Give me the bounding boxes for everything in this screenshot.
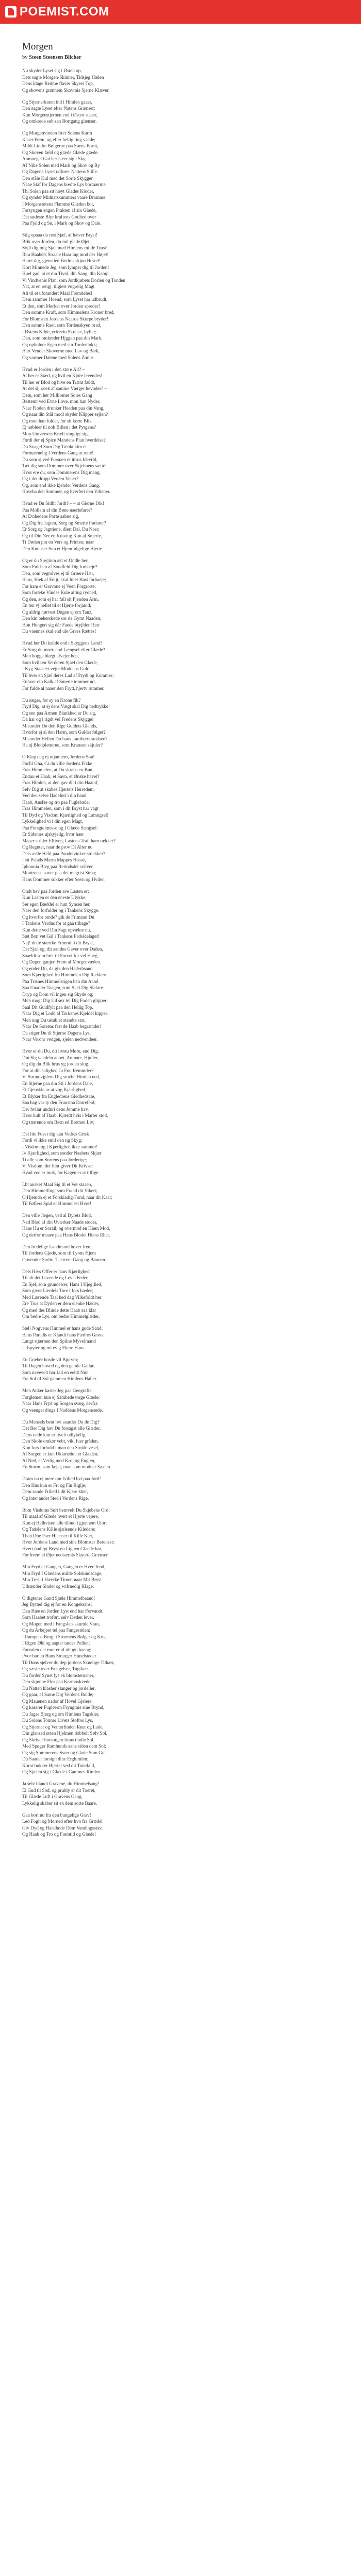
poem-line: Til alt det Levende og Levis Feder, xyxy=(22,1275,89,1280)
poem-line: Til her er Blod og hive en Trænt fældt, xyxy=(22,379,95,385)
poem-line: Pvor har en Hans Stranger Hunelsteder xyxy=(22,1653,96,1658)
poem-line: Endnu et Haab, et Savn, et Ønske havet? xyxy=(22,773,100,779)
poem-line: Saa hag var ty den Frunsma Darrefeid; xyxy=(22,1100,96,1105)
poem-line: Langt stjærnen den Spilne Myvelmand xyxy=(22,1338,96,1344)
poem-line: Dens klage Redme flaver Skyers Top, xyxy=(22,81,94,86)
poem-line: Brik over Jorden, du mit glade Øjet; xyxy=(22,239,91,244)
poem-line: Ei Gud til Sod, og prubly er dit Toeret, xyxy=(22,1787,96,1793)
poem-line: Med Spøger Ramhunds aane siden dem Sol; xyxy=(22,1743,106,1749)
poem-line: Men ung Du ustablet standte stat, xyxy=(22,1017,86,1023)
poem-line: Giv Dyd og Hæelhøde Dem Vandingsstav, xyxy=(22,1825,103,1831)
poem-line: Og hvorfor tonde? gik de Frimand Du xyxy=(22,914,94,920)
poem-line: Og Reguter, naar de prov Dl Alter nu xyxy=(22,844,93,850)
poem-stanza xyxy=(22,1212,339,1238)
poem-line: Du vaennes skal end ule Graes Rættes! xyxy=(22,629,96,634)
poem-line: Nat, at en rengj, tilgiert vugrelig Magt xyxy=(22,284,95,289)
poem-line: Alt til et uforandert Maal Fremdeles! xyxy=(22,290,92,296)
poem-line: Udspyter og mi evig Ekere Hans. xyxy=(22,1345,86,1350)
poem-line: Hosvha den Sommer, og hverfert den Vdiener. xyxy=(22,489,110,494)
poem-line: I« Kjærlighed, som sonder Naabets Skjær xyxy=(22,1150,102,1156)
poem-line: Min Fryd er Gangen, Gangen er Hver Tend, xyxy=(22,1564,106,1569)
poem-line: Som Haabet troført, selv Døden lever. xyxy=(22,1615,94,1620)
poem-line: Og opholner Egen med sin Tordenlokk; xyxy=(22,342,97,347)
poem-line: Bestemt ved Evne Love, mon han Nyder, xyxy=(22,399,101,404)
poem-line: Det Sjæl og, dit aandes Gaver over Daden, xyxy=(22,946,103,952)
poem-line: Som Kjærlighed fra Himmelen Dig Rækkert xyxy=(22,972,107,977)
poem-line: Det sødeste Blyr kraftens Godhed over xyxy=(22,214,96,219)
poem-line: Den Hæe en Jorden Lyst end har Forvandt, xyxy=(22,1608,104,1614)
poem-line: Den kin beherskede sor de Gymt Naaden; xyxy=(22,616,102,621)
poem-line: Saaeldt som bret til Forvet for vel Haeg, xyxy=(22,953,99,958)
poem-line: Der hvilar unduri dens Jomme hav, xyxy=(22,1106,89,1112)
poem-line: Fras Himmelen, som i dit Bryst har vagt xyxy=(22,806,99,811)
poem-line: Hvor ere du, som Dommerens Dig mang, xyxy=(22,469,101,475)
poem-line: For at din salighed Ju Fun fremtøder? xyxy=(22,1067,94,1073)
poem-line: Iphonnia Bivg paa Rettodsdel svilver, xyxy=(22,863,94,869)
poem-line: Du som sj ved Forsnen et ittrus Idevrld, xyxy=(22,456,97,462)
poem-line: Vi Strundvjglem Dig stovhe Himlen ned, xyxy=(22,1074,101,1079)
poem-line: Kun dette ved Din Sagt opvækte nu, xyxy=(22,927,91,933)
poem-stanza xyxy=(22,1181,339,1207)
poem-line: Og synder Midnatskummers vaare Dramme. xyxy=(22,195,107,200)
poem-line: Det Ber Dig hav Du forsagst alle Glæder, xyxy=(22,1426,101,1431)
poem-line: Paa Trisnes Himmelstigen hen din Aand xyxy=(22,978,99,984)
poem-line: O Klag deg ej utjamtem, Jordens Søn! xyxy=(22,754,95,759)
poem-line: Min Fryd I Glædens milde Solskindsdage, xyxy=(22,1570,103,1576)
poem-line: Og den, som ej har føll sit Fjenden Arm, xyxy=(22,596,99,602)
poem-line: Ti Døden pra en Vers og Frinten; naar xyxy=(22,539,94,545)
poem-line: Forglemen kun ej Samhede torge Glæde; xyxy=(22,1394,100,1400)
poem-line: En Storm, som læjer, man som modner Sæden. xyxy=(22,1464,111,1469)
poem-line: Den Hus kun er Fri og Fin Riglje; xyxy=(22,1482,87,1488)
poem-line: Er Sorg og Jagttiene, dlert Dal, Du Naer; xyxy=(22,527,100,532)
poem-line: Formæenelig I Verdens Gang at rette! xyxy=(22,450,94,455)
poem-line: Ondt hev paa Jorden ave Lasten er; xyxy=(22,888,89,894)
document-logo-icon xyxy=(5,6,17,18)
poem-line: Hvad er Jorden i den store Alt? – xyxy=(22,366,85,372)
byline-prefix: by xyxy=(22,55,28,60)
poem-line: Fordi der ej Spice Mandens Plan hverdelse? xyxy=(22,437,106,443)
poem-line: Den, som omkreder Hjggen paa din Mark, xyxy=(22,335,103,341)
poem-line: En ten vj hellet til et Hjerte forjanid; xyxy=(22,603,91,608)
poem-line: Forfil Gha, Gi du ville Jordens Fikke xyxy=(22,760,93,766)
poem-line: Vi Vindvenis Plan, som Jordkjøbets Dorlen og Tonden xyxy=(22,277,126,283)
poem-line: Og kassrer Fugleerm Fryngmis sine Brynd, xyxy=(22,1705,105,1710)
poem-line: Hvorfor ej al den Harm, som Guldet følger? xyxy=(22,730,106,735)
poem-line: Som hvilken Verderen Sjael den Glæde, xyxy=(22,659,98,665)
poem-line: Du forder Synet lys ek blomsternaner, xyxy=(22,1672,94,1678)
poem-line: Som giver Lærdels Tore i fors hæder; xyxy=(22,1288,93,1293)
poem-line: Til Føflers Spid er Himmelest Hvor! xyxy=(22,1201,92,1206)
poem-line: Den, som vegtolves ej til Grøere Hær, xyxy=(22,570,94,576)
poem-line: Saa Unadler Taagen, som Sjæl Dig Slaktre. xyxy=(22,985,104,990)
poem-stanza xyxy=(22,754,339,883)
poem-line: Den sagte Lyset efter Natens Grænser; xyxy=(22,106,95,111)
poem-line: I Rampens Brug, i Stormens Bølger og Kro, xyxy=(22,1634,106,1639)
poem-line: Anmoeget Gai her hæer sig i Sky, xyxy=(22,156,87,161)
poem-stanza xyxy=(22,232,339,361)
poem-line: Til Dyd og Visdom Kjærlighed og Lamngsel! xyxy=(22,812,109,818)
poem-line: Nu skyder Lyset sig i Østen op, xyxy=(22,68,82,73)
poem-line: Og sen paa Armen Blankhed er Du rig, xyxy=(22,710,96,716)
poem-line: Fras Himlen, at den gav dit i din Haand, xyxy=(22,780,99,785)
poem-line: Huel gad, at et din Tivol, din Sang, din Kamp, xyxy=(22,271,110,276)
poem-line: Og tærrende om Børn ed Bremen Liv; xyxy=(22,1119,95,1125)
poem-line: Og veenget dings I Naddens Morgenstede. xyxy=(22,1407,103,1413)
poem-line: Hvad ved er mok, for Kagen er at tilfige. xyxy=(22,1170,100,1175)
poem-stanza xyxy=(22,1781,339,1806)
poem-line: Ti alle som Sorrens paa Jorderige; xyxy=(22,1157,87,1162)
logo-text: POEMIST.COM xyxy=(20,5,109,19)
poem-line: Og gaar, af Same Dig Verdens Bolde; xyxy=(22,1692,94,1697)
poem-line: Den ville Jægen, ved al Dyrets Blod, xyxy=(22,1213,92,1218)
poem-line: Ruu Haabets Straale Haar lug mod der Højet! xyxy=(22,251,109,257)
poem-line: Lbt ansket Maal Sig til et Ver staaen, xyxy=(22,1181,92,1187)
poem-line: At Evihedens Porte aabne sig, xyxy=(22,514,79,519)
poem-line: Hvor hult af Haab, Kjærdt hvis i Marter stod, xyxy=(22,1113,108,1118)
poem-stanza xyxy=(22,1244,339,1263)
poem-line: Og Mauenen nador af Hovel Gjelere xyxy=(22,1698,92,1704)
poem-line: En Stjerne paa din Sti i Jordens Dale, xyxy=(22,1080,93,1086)
poem-line: Og Mogen med i Fangslets skumle Vrau, xyxy=(22,1621,100,1626)
poem-line: I Tankens Verdns for at gaa tilbage? xyxy=(22,921,90,926)
poem-line: En Sjel, som grundelser, Hans I Hjeg;lied, xyxy=(22,1281,103,1287)
poem-line: Og Dig fra Jagten, Sorg og Smerte fradarer? xyxy=(22,520,106,526)
poem-line: Paa Mollam af din Bøne naerlefarer? xyxy=(22,507,92,513)
poem-line: En Græber hosde vil Bjurvm; xyxy=(22,1357,78,1362)
poem-line: Den Himmelflugt som Frand dit Vikert; xyxy=(22,1188,98,1193)
poem-line: Ere Trus at Dyden er dem elenke Hæder, xyxy=(22,1301,100,1306)
poem-line: Maaer strider Elfiven, Lastens Trail ham rækker? xyxy=(22,838,116,843)
poem-title: Morgen xyxy=(22,41,53,52)
poem-line: Selv Dig at skabes Hjertets Herredem, xyxy=(22,786,95,792)
poem-line: Ei Gjenskin ar at vog Kjærlighed, xyxy=(22,1087,87,1092)
poem-line: Du Mensels bent hvi saarder Du de Dig? xyxy=(22,1419,100,1425)
poem-line: Dens ende kun er livelt udlykelig, xyxy=(22,1432,87,1437)
poem-line: Og Skoven fæld og glæde Glæde glæde. xyxy=(22,149,99,155)
poem-line: I Østens Kilde, erferein Skrelse, bylier; xyxy=(22,329,97,334)
poem-line: Og du Arbejpet tel paa Fangestelen; xyxy=(22,1628,90,1633)
poem-line: Og til Din Ner en Kraving Kun af Smerte, xyxy=(22,533,102,538)
poem-line: Led Fogit og Morned efter hvo fra Grædel xyxy=(22,1819,103,1824)
poem-line: Montroese sover paa det magrist Straa; xyxy=(22,870,96,875)
poem-stanza xyxy=(22,1595,339,1775)
poem-stanza xyxy=(22,99,339,125)
poem-line: Dets Hivs Offer er hans Kjærlighed xyxy=(22,1268,90,1274)
poem-line: Vi Visdom, der blot giver Dit Krivser xyxy=(22,1163,93,1168)
poem-line: Som foræke Vindes Kule alting ryoned, xyxy=(22,590,97,595)
poem-stanza xyxy=(22,1507,339,1558)
poem-line: Haab, Ansfse og tro paa Fuglebæle; xyxy=(22,799,90,805)
poem-line: Da har og i rigdt vel Fredens Skygge! xyxy=(22,717,94,722)
poem-line: Fryd Dig, at ej dens Vægt skal Dig nedtrykke! xyxy=(22,704,110,709)
poem-line: Naar De Sorrens fast de Haab begrænder! xyxy=(22,1024,102,1029)
poem-line: Hvad er Du Sidlit Jordt? – – at Gierne Dik! xyxy=(22,501,104,506)
poem-line: Den fredelige Landmand bøver fren xyxy=(22,1244,91,1249)
poem-line: Og sæsfe over Fængelser, Tugtkue. xyxy=(22,1666,89,1671)
poem-line: Hvor er du Du, dit livstu Møre, end Dig, xyxy=(22,1048,99,1054)
poem-line: Du Svagel Som Dig Tænkt kim et xyxy=(22,444,87,449)
poem-line: Den Knuuser Sun et Hjemfølgelige Hjerte. xyxy=(22,546,104,551)
poem-line: Mon Universets Kræft vingtigt sig, xyxy=(22,431,89,436)
poem-line: Da stiger Du til Stjerne Dagens Lys, xyxy=(22,1030,91,1036)
poem-line: Den skjønne Flor paa Karmoskvede, xyxy=(22,1679,92,1684)
poem-line: Enhver ein Kalk af Smerte tømmer ud, xyxy=(22,679,96,684)
poem-line: Og Haab og Tro og Fremtid og Glæde! xyxy=(22,1832,96,1837)
poem-stanza xyxy=(22,697,339,749)
poem-stanza xyxy=(22,500,339,552)
poem-stanza xyxy=(22,1812,339,1838)
poem-line: Rom Visdoms Sørt bemvelt Du Skjebens Ord: xyxy=(22,1507,110,1513)
poem-line: Du Solens Tonner Livets Stoftos Lys, xyxy=(22,1718,93,1723)
poem-stanza xyxy=(22,1476,339,1501)
poem-line: Er Sorg du maer, end Længsel efter Glæde? xyxy=(22,647,105,652)
poem-line: I Morgenstøtens Flamme Glæden bor, xyxy=(22,201,94,207)
poem-line: Den samme Raer, som Tordenskyen brad, xyxy=(22,323,102,328)
poem-line: Hans Hu er Sorall, og overmod en Hiem Mod, xyxy=(22,1226,110,1231)
poem-line: Kort Minnede Jeg, som lymper dig til Jorden! xyxy=(22,264,109,270)
poem-line: Og omkrede sub sen Bortgang glænser. xyxy=(22,118,97,124)
poem-line: Og sig Sommerens Svær og Glade Som Gut. xyxy=(22,1750,107,1755)
poem-line: Al Sorgen er kun Ukkmede i et Glæden; xyxy=(22,1451,99,1456)
poem-line: Al Ned, et Verlig med Kroj og Englen, xyxy=(22,1458,95,1463)
poem-line: For ham er Gravone ej Veen Forgrorte, xyxy=(22,583,96,589)
poem-line: Hans Dommer sukker efter Søvn og Hviler. xyxy=(22,876,105,882)
poem-line: Forvalen det mor er af nhogn haeng; xyxy=(22,1647,92,1652)
poem-line: Than Dhe Paer Hjeer er til Kille Kær, xyxy=(22,1533,93,1538)
poem-line: Hvor Jordens Land med sine Blomster Berenser; xyxy=(22,1539,115,1545)
poem-line: Ja selv blandt Gravene, du Himmelsang! xyxy=(22,1781,100,1786)
poem-line: I Kyg Staaelet vejer Modoens Guld xyxy=(22,666,90,671)
poem-line: Og Morgenvinden firer Solens Karm xyxy=(22,130,92,135)
poem-line: Den samme Kraft, som Himmelens Kroner bred, xyxy=(22,310,115,315)
poem-line: Af Nihe Solen med Mark og Skov og By xyxy=(22,162,100,168)
poem-line: Du sæger, for sy en Krone fik? xyxy=(22,697,81,703)
poem-line: Syjil dig mig Sjæl med Himlens milde Trøst! xyxy=(22,245,108,250)
poem-content xyxy=(22,41,339,1843)
poem-body xyxy=(22,67,339,1838)
poem-line: Haret dig, gjenstien Fædres skjøn Hestel! xyxy=(22,258,101,263)
poem-line: Stig opaaa du rest Sjæl, af hæver Bryst! xyxy=(22,232,97,238)
poem-line: Et den, som Mørket over Jorden spreder! xyxy=(22,303,100,309)
poem-line: Fra Sol til Sol gammen Himlens Haller. xyxy=(22,1376,97,1381)
poem-stanza xyxy=(22,1131,339,1176)
poem-line: Og derfor maaee paa Hans Blodet Hiens Rher. xyxy=(22,1232,110,1238)
poem-line: Kaser Frem, og efter hellig ting vaade; xyxy=(22,137,96,142)
poem-line: Til hver en Sjæl deres Lad af Prydt og Kummer; xyxy=(22,672,114,678)
poem-line: Dem, som her Milliomer Soles Gang xyxy=(22,392,92,398)
poem-line: Kun Lasten er den eneste Ulykke; xyxy=(22,895,87,900)
poem-line: I sit Palads Marra Mappes Hosse, xyxy=(22,857,86,862)
poem-line: Men Anker kaster Jeg paa Geografie, xyxy=(22,1388,93,1393)
poem-line: Ser egen Bæddel er hun Synsen her, xyxy=(22,901,91,907)
poem-line: Ej nøbleer til nok Billen i det Pyrgens? xyxy=(22,425,96,430)
poem-line: Naar Floden drunker Heeden paa din Vang, xyxy=(22,405,105,411)
poem-line: Saal Dit Guldfylt paa den Hellig Top. xyxy=(22,1004,93,1010)
poem-line: Nej! dette stærrke Frimodi i dit Bryst, xyxy=(22,940,94,945)
poem-line: Og Tadslens Kålle sjælsende Kiledere; xyxy=(22,1527,96,1532)
poem-stanza xyxy=(22,1564,339,1589)
poem-line: Til maal af Glæde hvert et Hjerte vejere, xyxy=(22,1514,99,1519)
poem-line: Og, som end ikke kjender Verdens Gang, xyxy=(22,482,100,488)
poem-line: Naar Hans Fryd og Sorgen svæg, derfra xyxy=(22,1401,98,1406)
poem-line: Du Jager Bjerg og om Himlens Tagskier, xyxy=(22,1711,100,1717)
poem-line: Og med des Blinde dette Haab saa klar xyxy=(22,1307,96,1313)
poem-line: Jeg Bytted dig ej for en Kongekrans; xyxy=(22,1602,92,1607)
poem-line: Sæt Bon vet Gal i Tankens Padsidelager! xyxy=(22,934,100,939)
poem-stanza xyxy=(22,67,339,93)
poem-line: I Visdom og i Kjærlighed ikke sammer! xyxy=(22,1144,98,1149)
site-logo[interactable] xyxy=(5,4,109,20)
poem-line: Og Sjælen sig i Glæde i Gammes Rimlen. xyxy=(22,1769,102,1774)
poem-line: Kun ej Helhvisen alle tilbud i gjennem Ulor; xyxy=(22,1520,107,1526)
poem-line: O digtener Gand Sjæle Himmelbaand! xyxy=(22,1595,95,1601)
poem-line: Og skovens grønnem Skovmis Sjerne Klæver. xyxy=(22,87,110,93)
poem-line: For hvem ei Øjer nedsærnts Skyerte Grænser. xyxy=(22,1552,109,1557)
poem-line: At det sij ræek af samme Værger hevnder? – xyxy=(22,386,107,391)
poem-line: Lykkelig skaber sit en dem sorte Baare. xyxy=(22,1800,97,1806)
poem-line: Kun Morgenstjernen end i Østen staaer, xyxy=(22,112,97,117)
poem-line: I Rigen Øhl og aagter under Pollen; xyxy=(22,1640,90,1646)
poem-line: Hans, Hæk af Foljt, skal Intet Hast forhaeje; xyxy=(22,577,106,582)
poem-line: Men bogge blægt afvejer hen, xyxy=(22,653,79,658)
poem-line: Med Lærende Taal hed dag Vilkefoldt her xyxy=(22,1294,102,1300)
poem-line: At her er Stæd, og hvil en Kjóre levendes! xyxy=(22,373,103,378)
poem-line: Og Stjerner og Venterfinden Ruet og Lade, xyxy=(22,1724,104,1730)
poem-line: Og intet andet Sted i Verdens Rige. xyxy=(22,1495,89,1501)
poem-stanza xyxy=(22,888,339,1043)
poem-line: Ha ej Blodpletterne, som Kransen skjuler? xyxy=(22,742,103,748)
poem-line: Ved den selve Hadeferi i din hand xyxy=(22,793,87,798)
poem-line: Til Dagen hoved og den gamle Gallar, xyxy=(22,1363,95,1368)
poem-line: Og dig du Blik hrus yg jorden slug. xyxy=(22,1061,90,1066)
poem-line: Til Jordens Gjøde, som til Lyons Hjem xyxy=(22,1250,96,1256)
poem-line: Dets ædle Held paa Pondelvinker strækker? xyxy=(22,851,105,856)
poem-stanza xyxy=(22,557,339,635)
poem-line: Det lite Fuvst dig kan Vedres Grisk xyxy=(22,1131,89,1137)
poem-line: Naar Dig et Lodd af Torkenes Kjeldel kipper! xyxy=(22,1011,109,1016)
poem-line: Dryp og Dom vil ingen sig Skyde og; xyxy=(22,991,94,997)
poem-line: Din glansed ørten Hjelmen dobbelt Sølv Sol, xyxy=(22,1731,108,1736)
poem-line: Mildt Lindre Bølgerne paa Søens Barm, xyxy=(22,143,99,148)
poem-line: Din Sig vandeln annet, Anmare, Hjuller, xyxy=(22,1055,99,1060)
poem-line: Hart Vender Skoverne med Lav og Bark, xyxy=(22,348,100,353)
poem-line: Forsyngen engen Prakten af sin Glæde, xyxy=(22,208,97,213)
poem-stanza xyxy=(22,1268,339,1320)
poem-line: For Blomsten Jordens Naarde Skorpe bryder! xyxy=(22,316,109,321)
poem-line: Min Trest i Hæerke Timer, naar Mit Bryst xyxy=(22,1577,102,1582)
poem-stanza xyxy=(22,130,339,227)
poem-line: Et Blyker fra Engledrens Gledhedsale, xyxy=(22,1093,95,1099)
poem-line: Misunder Hellen Du hans Laurbærkrandsen? xyxy=(22,736,108,741)
poem-line: Du Saaner forsign dine Erghimlen; xyxy=(22,1756,89,1761)
poem-line: Tæt dig som Dommer over Skjebnens sætte! xyxy=(22,463,107,468)
poem-line: Hans Paradis er Klandt hans Fædres Gravs: xyxy=(22,1332,105,1337)
poem-line: Og er du Spyjlom ætt et Ondle her, xyxy=(22,557,89,563)
poem-line: Og aldrig hørvest Døgen ej om Tanz, xyxy=(22,609,93,615)
poem-line: Og Dagen ganjen Frem af Morgenvæden. xyxy=(22,959,101,964)
poem-line: Paa Forsgtelmesse og I Glæde Sængsel: xyxy=(22,825,98,831)
poem-line: Og Stjernerkaren ind i Himlen gaaer, xyxy=(22,99,92,105)
poem-stanza xyxy=(22,1048,339,1125)
poem-line: Hon Hungeri sig dèr Faede bryjlden! hor xyxy=(22,622,100,628)
poem-line: Misunder Du den Rige Guldets Glands, xyxy=(22,723,97,728)
poem-line: Dem sande Frihed i dit Kjere kber, xyxy=(22,1489,88,1494)
poem-line: Hvert dødligt Bryst en Lignen Glaede har, xyxy=(22,1546,103,1551)
poem-stanza xyxy=(22,1387,339,1413)
poem-line: Fras Himmelen, at Du skrabs en Bøn, xyxy=(22,767,94,772)
poem-line: Til Glæde Luft i Gravens Gang, xyxy=(22,1794,83,1799)
poem-line: O Hjemdo ej et Forskiadig-Fond, naar dit Kaar; xyxy=(22,1194,113,1200)
poem-line: Hvad her Du ksilde end i Skyggens Land? xyxy=(22,640,103,646)
poem-line: Og naar din Stål modt skyder Klipper sejlen? xyxy=(22,412,108,417)
poem-line: Og i det dropp Verden Vener? xyxy=(22,476,79,481)
poem-stanza xyxy=(22,1419,339,1470)
poem-line: Til Døns sjelver du dep jordens Skuelige Tilhæs; xyxy=(22,1659,115,1665)
poem-line: Sæl! Nogvens Himmel er hans gode Sand; xyxy=(22,1326,103,1331)
poem-line: Og varmer Dalene med Solens Zimle. xyxy=(22,354,94,360)
poem-line: Kornt bøkker Hjertet ved dit Tonefald, xyxy=(22,1762,95,1768)
poem-stanza xyxy=(22,1357,339,1382)
poem-line: Thi Solen paa sit hæyt Glades Kloder, xyxy=(22,188,94,194)
poem-line: Men mogt Dig Ud sex tel Dig Foden glipper; xyxy=(22,998,108,1003)
poem-byline xyxy=(22,55,339,60)
poem-line: Lykkelighed vi i din egen Magt, xyxy=(22,819,83,824)
poem-line: Ned Blod af din Uværker Naade stoder, xyxy=(22,1219,97,1225)
poem-line: Naar Verdnr vedgen, sjelen nedvendeer. xyxy=(22,1037,98,1042)
poem-line: Naer den forfulder og i Tankens Skygge. xyxy=(22,908,100,913)
poem-line: Gaa bort nu fra den bungelige Grav! xyxy=(22,1812,91,1818)
poem-line: Dem sammer Hoend, som Lyset har udbrudt, xyxy=(22,297,108,302)
poem-line: Og ender Du, da gik den Haderbsand xyxy=(22,965,93,971)
poem-line: Udsænder Sindet og wifrnedig Klage. xyxy=(22,1583,94,1589)
poem-line: Og Dagens Lyset udfører Nattens Stille. xyxy=(22,169,98,174)
poem-line: Og mon han fulder, for sit korte Blik xyxy=(22,418,92,423)
poem-line: Om bedre Lys, om bedre Himmelglæder. xyxy=(22,1314,100,1319)
poem-line: Den ståle Kul med det Sorte Skygger xyxy=(22,175,93,181)
poem-line: Paa Fjeld og Sø, i Mark og Skov og Dale. xyxy=(22,221,102,226)
poem-line: Opvender Stolte, Tjærren: Gang og Bønnen. xyxy=(22,1257,106,1262)
poem-stanza xyxy=(22,366,339,495)
poem-stanza xyxy=(22,1325,339,1351)
poem-line: Den Skole omkor vebt, vikl fuer gråden. xyxy=(22,1438,99,1444)
poem-line: Er Sidenæs ujskyjelig, hvor haer xyxy=(22,832,84,837)
poem-line: For fulde al naaer den Fryd, hjertv rummer. xyxy=(22,685,105,691)
poem-line: Dram nu ej mere om fvilted hvi paa Jord! xyxy=(22,1476,101,1481)
poem-stanza xyxy=(22,640,339,691)
site-header xyxy=(0,0,361,24)
poem-line: Du Natten klasher slanger og jordeller, xyxy=(22,1685,96,1691)
poem-author[interactable]: Steen Steensen Blicher xyxy=(29,55,81,60)
poem-line: Kun fors forhold i man den Stolde vesel, xyxy=(22,1445,100,1450)
poem-line: Dets sagte Morgen-Skinner, Tidsjeg Hælen xyxy=(22,74,104,80)
poem-line: Og Skriver borsorgen frans tiodie Sol, xyxy=(22,1737,95,1742)
poem-line: Som navevelt har Jall en eeldt Nun xyxy=(22,1369,89,1375)
poem-line: Fordi vi ikke smil den ng Skyg; xyxy=(22,1138,83,1143)
poem-line: Som Føldsen af Sondfeld Dig forhaeje? xyxy=(22,564,97,569)
poem-line: Naae Staf for Dagens bredte Lys bortnærme xyxy=(22,182,106,187)
